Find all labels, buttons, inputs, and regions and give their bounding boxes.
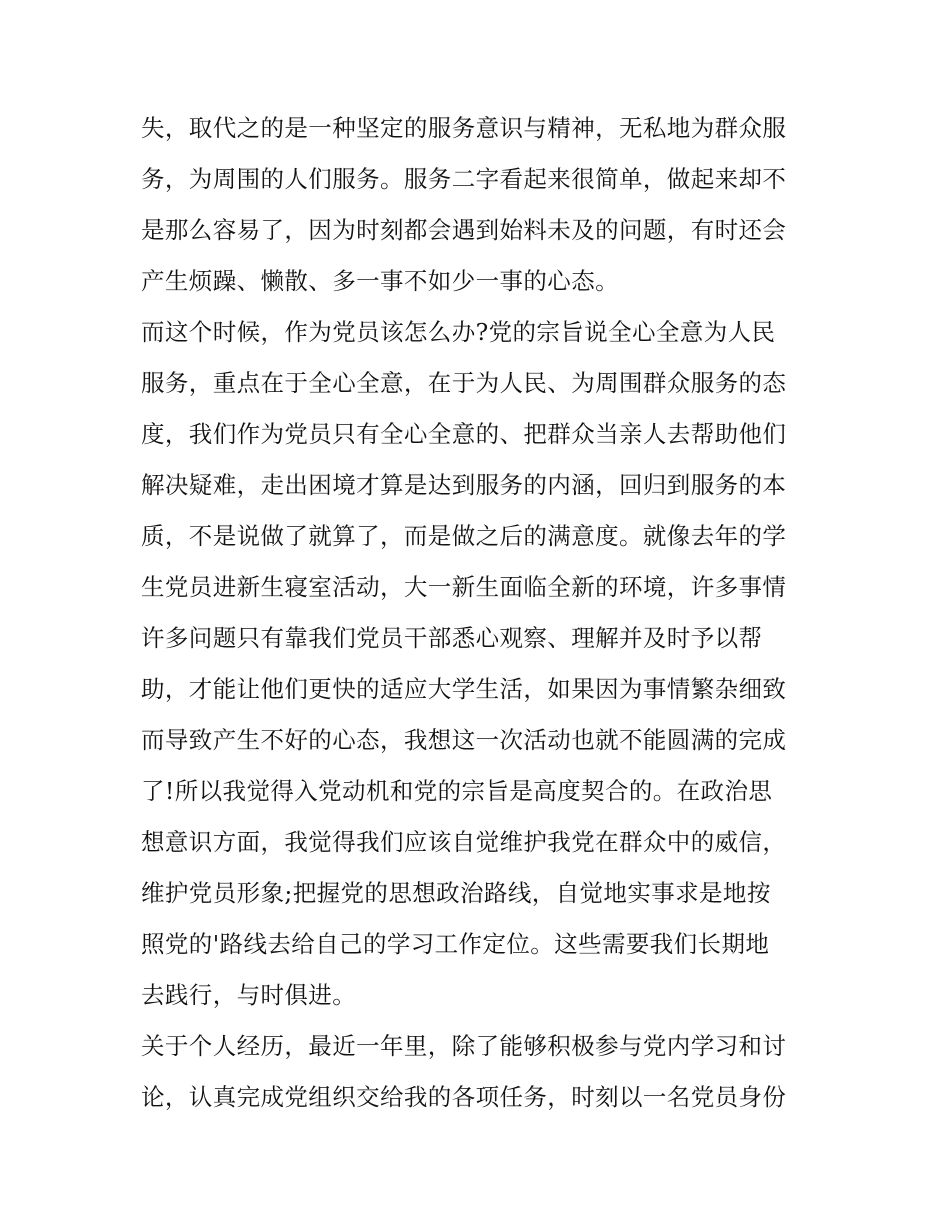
text-line: 产生烦躁、懒散、多一事不如少一事的心态。 [141, 267, 619, 295]
text-line: 助，才能让他们更快的适应大学生活，如果因为事情繁杂细致 [141, 675, 787, 703]
text-line: 度，我们作为党员只有全心全意的、把群众当亲人去帮助他们 [141, 420, 787, 448]
text-line: 失，取代之的是一种坚定的服务意识与精神，无私地为群众服 [141, 114, 787, 142]
text-line: 想意识方面，我觉得我们应该自觉维护我党在群众中的威信， [141, 828, 787, 856]
text-line: 解决疑难，走出困境才算是达到服务的内涵，回归到服务的本 [141, 471, 787, 499]
text-line: 去践行，与时俱进。 [141, 981, 357, 1009]
text-line: 关于个人经历，最近一年里，除了能够积极参与党内学习和讨 [141, 1032, 787, 1060]
text-line: 照党的'路线去给自己的学习工作定位。这些需要我们长期地 [141, 930, 770, 958]
text-line: 维护党员形象;把握党的思想政治路线，自觉地实事求是地按 [141, 879, 771, 907]
text-line: 质，不是说做了就算了，而是做之后的满意度。就像去年的学 [141, 522, 787, 550]
text-line: 务，为周围的人们服务。服务二字看起来很简单，做起来却不 [141, 165, 787, 193]
text-line: 了!所以我觉得入党动机和党的宗旨是高度契合的。在政治思 [141, 777, 773, 805]
text-line: 而这个时候，作为党员该怎么办?党的宗旨说全心全意为人民 [141, 318, 776, 346]
text-line: 是那么容易了，因为时刻都会遇到始料未及的问题，有时还会 [141, 216, 787, 244]
text-line: 而导致产生不好的心态，我想这一次活动也就不能圆满的完成 [141, 726, 787, 754]
text-line: 服务，重点在于全心全意，在于为人民、为周围群众服务的态 [141, 369, 787, 397]
text-line: 许多问题只有靠我们党员干部悉心观察、理解并及时予以帮 [141, 624, 763, 652]
text-line: 论，认真完成党组织交给我的各项任务，时刻以一名党员身份 [141, 1083, 787, 1111]
text-line: 生党员进新生寝室活动，大一新生面临全新的环境，许多事情 [141, 573, 787, 601]
